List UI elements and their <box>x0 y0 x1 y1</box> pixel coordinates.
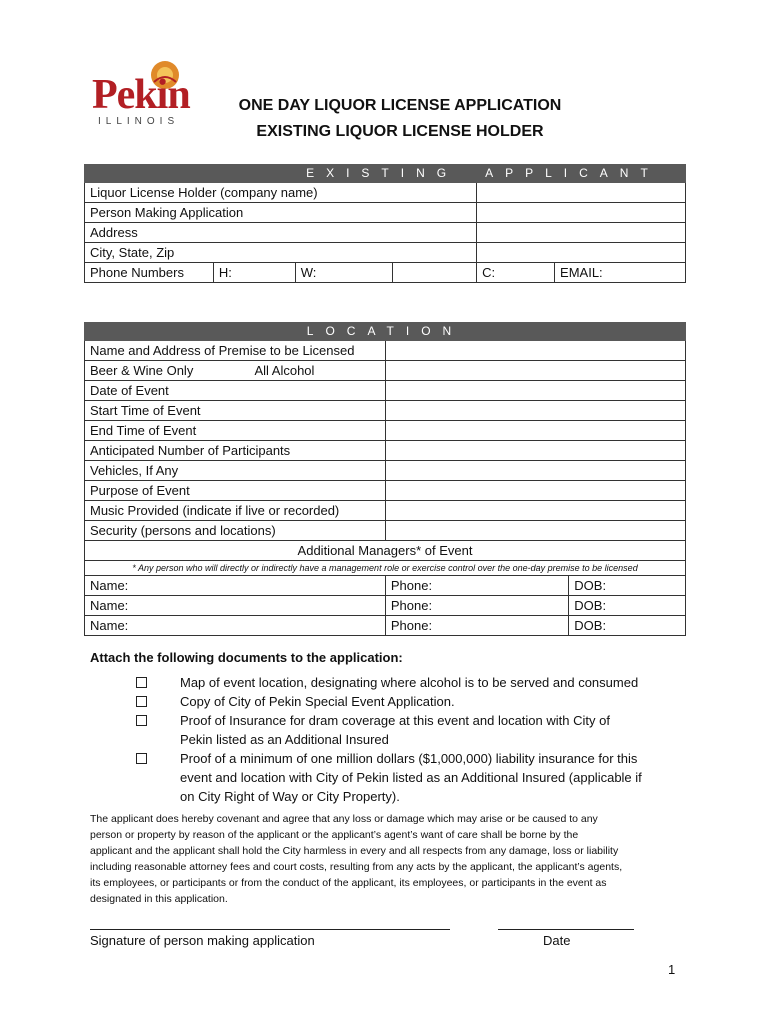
license-holder-field[interactable] <box>477 183 686 203</box>
participants-field[interactable] <box>385 441 685 461</box>
premise-field[interactable] <box>385 341 685 361</box>
address-label: Address <box>85 223 477 243</box>
start-time-label: Start Time of Event <box>85 401 386 421</box>
location-band-label: LOCATION <box>85 323 686 341</box>
checkbox-liability-insurance[interactable] <box>136 753 147 764</box>
manager-row <box>85 576 686 596</box>
city-state-zip-label: City, State, Zip <box>85 243 477 263</box>
attachment-item <box>180 673 685 692</box>
managers-footnote: * Any person who will directly or indirectly have a management role or exercise control over the one-day premise to be licensed <box>85 561 686 576</box>
date-of-event-label: Date of Event <box>85 381 386 401</box>
attachments-heading: Attach the following documents to the application: <box>90 650 403 665</box>
premise-label: Name and Address of Premise to be Licensed <box>85 341 386 361</box>
applicant-band-label: APPLICANT <box>477 165 686 183</box>
manager-name-field[interactable]: Name: <box>85 616 386 636</box>
purpose-label: Purpose of Event <box>85 481 386 501</box>
phone-numbers-label: Phone Numbers <box>85 263 214 283</box>
vehicles-field[interactable] <box>385 461 685 481</box>
existing-band-label: EXISTING <box>85 165 477 183</box>
applicant-table <box>84 164 686 283</box>
pekin-logo <box>92 60 202 130</box>
person-making-application-field[interactable] <box>477 203 686 223</box>
indemnity-line: its employees, or participants or from the conduct of the applicant, its employees, or participants in the event as <box>90 877 607 889</box>
checkbox-special-event[interactable] <box>136 696 147 707</box>
location-table <box>84 322 686 636</box>
managers-header: Additional Managers* of Event <box>85 541 686 561</box>
attachment-text: Proof of Insurance for dram coverage at this event and location with City of <box>180 713 610 728</box>
attachment-text: Pekin listed as an Additional Insured <box>180 732 389 747</box>
manager-dob-field[interactable]: DOB: <box>569 616 686 636</box>
indemnity-paragraph <box>90 811 690 907</box>
checkbox-map[interactable] <box>136 677 147 688</box>
participants-label: Anticipated Number of Participants <box>85 441 386 461</box>
address-field[interactable] <box>477 223 686 243</box>
attachment-item <box>180 749 685 806</box>
person-making-application-label: Person Making Application <box>85 203 477 223</box>
phone-spacer <box>393 263 477 283</box>
page-number: 1 <box>668 962 676 977</box>
purpose-field[interactable] <box>385 481 685 501</box>
all-alcohol-option[interactable]: All Alcohol <box>249 361 385 381</box>
email-field[interactable]: EMAIL: <box>555 263 686 283</box>
signature-label: Signature of person making application <box>90 933 315 948</box>
date-line[interactable] <box>498 929 634 930</box>
attachment-text: on City Right of Way or City Property). <box>180 789 400 804</box>
manager-name-field[interactable]: Name: <box>85 576 386 596</box>
end-time-field[interactable] <box>385 421 685 441</box>
indemnity-line: The applicant does hereby covenant and agree that any loss or damage which may arise or be caused to any <box>90 813 598 825</box>
page-title: ONE DAY LIQUOR LICENSE APPLICATION <box>238 97 562 114</box>
attachment-item <box>180 692 685 711</box>
indemnity-line: including reasonable attorney fees and court costs, resulting from any acts by the applicant, the applicant’s agents, <box>90 861 623 873</box>
checkbox-dram-insurance[interactable] <box>136 715 147 726</box>
logo-subtitle: ILLINOIS <box>98 116 180 127</box>
manager-phone-field[interactable]: Phone: <box>385 576 568 596</box>
start-time-field[interactable] <box>385 401 685 421</box>
security-field[interactable] <box>385 521 685 541</box>
music-field[interactable] <box>385 501 685 521</box>
manager-name-field[interactable]: Name: <box>85 596 386 616</box>
manager-row <box>85 616 686 636</box>
beer-wine-option[interactable]: Beer & Wine Only <box>85 361 250 381</box>
page-subtitle: EXISTING LIQUOR LICENSE HOLDER <box>256 123 544 140</box>
attachment-text: Copy of City of Pekin Special Event Application. <box>180 694 455 709</box>
indemnity-line: applicant and the applicant shall hold the City harmless in every and all respects from any damage, loss or liability <box>90 845 619 857</box>
end-time-label: End Time of Event <box>85 421 386 441</box>
attachment-text: Proof of a minimum of one million dollars ($1,000,000) liability insurance for this <box>180 751 638 766</box>
indemnity-line: designated in this application. <box>90 893 228 905</box>
manager-dob-field[interactable]: DOB: <box>569 596 686 616</box>
city-state-zip-field[interactable] <box>477 243 686 263</box>
security-label: Security (persons and locations) <box>85 521 386 541</box>
manager-dob-field[interactable]: DOB: <box>569 576 686 596</box>
attachment-text: event and location with City of Pekin listed as an Additional Insured (applicable if <box>180 770 642 785</box>
manager-phone-field[interactable]: Phone: <box>385 616 568 636</box>
vehicles-label: Vehicles, If Any <box>85 461 386 481</box>
license-holder-label: Liquor License Holder (company name) <box>85 183 477 203</box>
indemnity-line: person or property by reason of the applicant or the applicant’s agent’s want of care shall be borne by the <box>90 829 579 841</box>
alcohol-type-field[interactable] <box>385 361 685 381</box>
signature-line[interactable] <box>90 929 450 930</box>
work-phone-field[interactable]: W: <box>295 263 393 283</box>
date-label: Date <box>543 933 571 948</box>
manager-phone-field[interactable]: Phone: <box>385 596 568 616</box>
cell-phone-field[interactable]: C: <box>477 263 555 283</box>
attachment-text: Map of event location, designating where alcohol is to be served and consumed <box>180 675 639 690</box>
logo-wordmark: Pekin <box>92 72 190 118</box>
music-label: Music Provided (indicate if live or recorded) <box>85 501 386 521</box>
home-phone-field[interactable]: H: <box>213 263 295 283</box>
date-of-event-field[interactable] <box>385 381 685 401</box>
manager-row <box>85 596 686 616</box>
attachment-item <box>180 711 685 749</box>
